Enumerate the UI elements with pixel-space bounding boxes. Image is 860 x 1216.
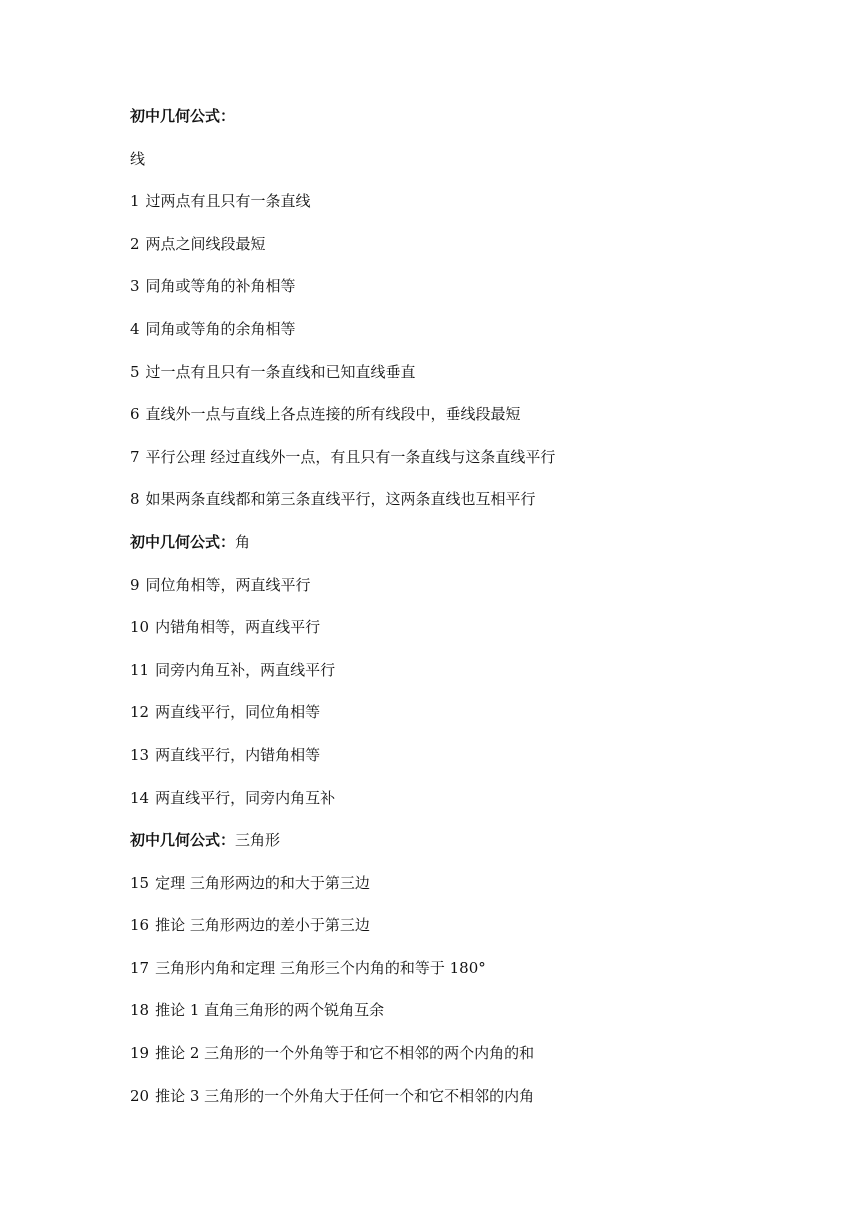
formula-item [130, 958, 860, 978]
section-heading-topic: 三角形 [235, 831, 281, 850]
formula-text: 平行公理 经过直线外一点，有且只有一条直线与这条直线平行 [145, 447, 556, 466]
formula-item [130, 362, 860, 382]
formula-item [130, 276, 860, 296]
formula-text: 推论 三角形两边的差小于第三边 [155, 916, 370, 935]
formula-number: 20 [130, 1086, 150, 1105]
formula-item [130, 1043, 860, 1063]
formula-item [130, 319, 860, 339]
formula-item [130, 234, 860, 254]
formula-item [130, 404, 860, 424]
formula-number: 7 [130, 447, 140, 466]
formula-text: 推论 2 三角形的一个外角等于和它不相邻的两个内角的和 [155, 1044, 535, 1063]
formula-number: 12 [130, 703, 150, 722]
formula-text: 过一点有且只有一条直线和已知直线垂直 [145, 362, 416, 381]
section-heading-topic: 角 [235, 532, 251, 551]
formula-text: 推论 1 直角三角形的两个锐角互余 [155, 1001, 385, 1020]
formula-item [130, 575, 860, 595]
formula-number: 17 [130, 958, 150, 977]
section-heading-prefix: 初中几何公式： [130, 532, 236, 551]
formula-text: 推论 3 三角形的一个外角大于任何一个和它不相邻的内角 [155, 1086, 535, 1105]
formula-item [130, 447, 860, 467]
formula-number: 10 [130, 618, 150, 637]
formula-text: 定理 三角形两边的和大于第三边 [155, 873, 370, 892]
formula-item [130, 1000, 860, 1020]
formula-item [130, 873, 860, 893]
formula-text: 两点之间线段最短 [145, 234, 266, 253]
formula-text: 过两点有且只有一条直线 [145, 192, 311, 211]
formula-number: 9 [130, 575, 140, 594]
formula-item [130, 788, 860, 808]
section-heading-prefix: 初中几何公式： [130, 831, 236, 850]
formula-number: 18 [130, 1001, 150, 1020]
formula-item [130, 191, 860, 211]
formula-text: 如果两条直线都和第三条直线平行，这两条直线也互相平行 [145, 490, 536, 509]
formula-item [130, 489, 860, 509]
formula-item [130, 617, 860, 637]
formula-number: 4 [130, 319, 140, 338]
formula-text: 直线外一点与直线上各点连接的所有线段中，垂线段最短 [145, 405, 521, 424]
formula-number: 8 [130, 490, 140, 509]
formula-number: 14 [130, 788, 150, 807]
formula-number: 11 [130, 660, 150, 679]
formula-text: 同角或等角的余角相等 [145, 319, 296, 338]
formula-item [130, 745, 860, 765]
formula-item [130, 660, 860, 680]
formula-number: 5 [130, 362, 140, 381]
formula-number: 1 [130, 192, 140, 211]
formula-number: 3 [130, 277, 140, 296]
formula-number: 6 [130, 405, 140, 424]
section-heading-angles [130, 532, 860, 552]
formula-text: 两直线平行，内错角相等 [155, 745, 321, 764]
formula-text: 内错角相等，两直线平行 [155, 618, 321, 637]
formula-text: 两直线平行，同位角相等 [155, 703, 321, 722]
formula-number: 2 [130, 234, 140, 253]
formula-number: 19 [130, 1044, 150, 1063]
formula-text: 同旁内角互补，两直线平行 [155, 660, 336, 679]
formula-text: 同角或等角的补角相等 [145, 277, 296, 296]
formula-number: 13 [130, 745, 150, 764]
formula-text: 同位角相等，两直线平行 [145, 575, 311, 594]
section-heading-triangles [130, 830, 860, 850]
formula-number: 16 [130, 916, 150, 935]
formula-item [130, 1086, 860, 1106]
formula-item [130, 702, 860, 722]
section-title-lines: 线 [130, 149, 146, 168]
formula-text: 两直线平行，同旁内角互补 [155, 788, 336, 807]
formula-item [130, 915, 860, 935]
doc-heading: 初中几何公式： [130, 107, 236, 125]
formula-number: 15 [130, 873, 150, 892]
formula-text: 三角形内角和定理 三角形三个内角的和等于 180° [155, 958, 486, 977]
